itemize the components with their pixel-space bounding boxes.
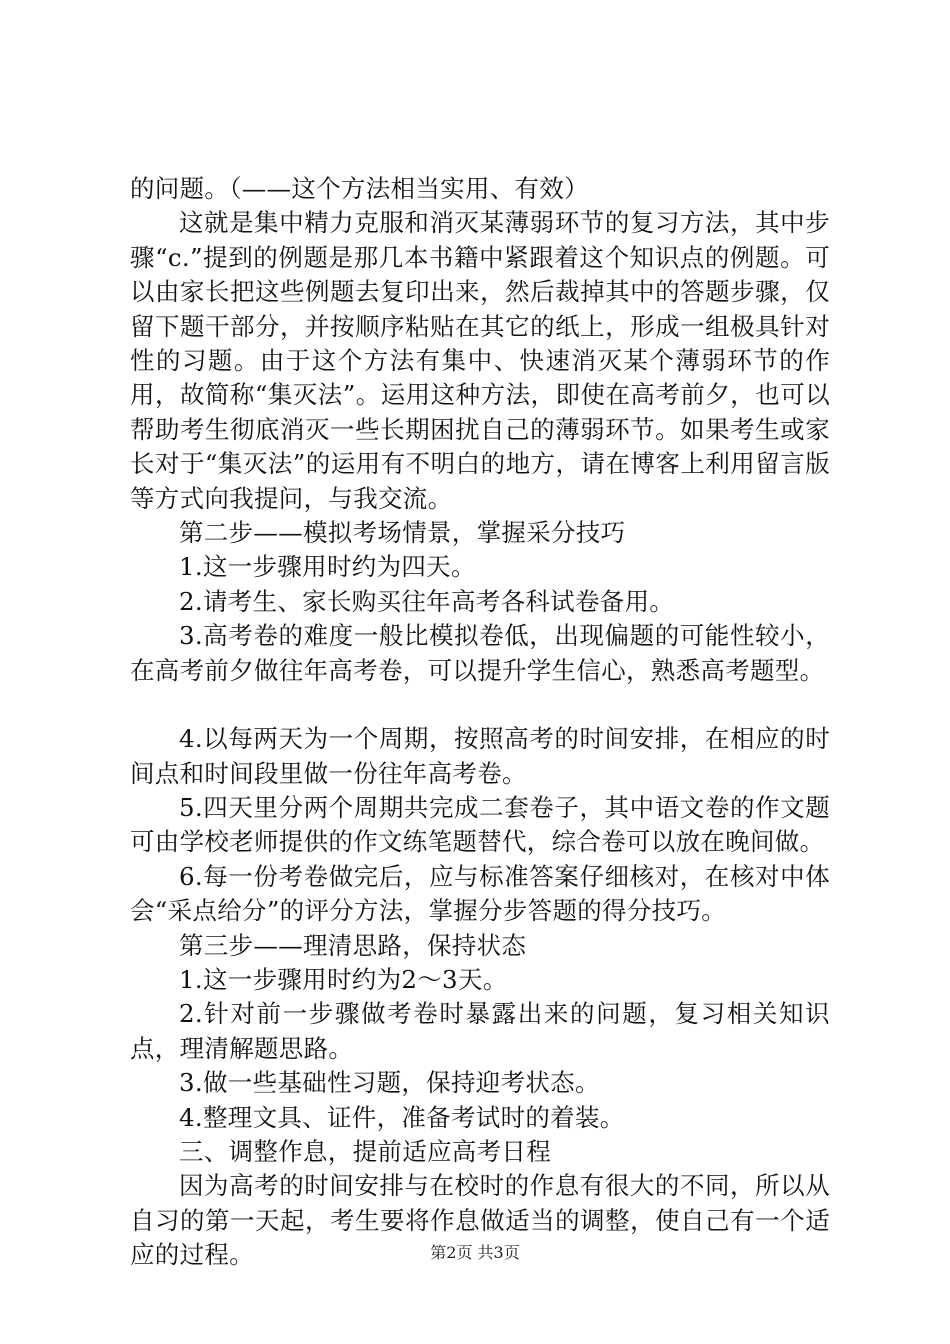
section-heading-step-3: 第三步——理清思路，保持状态 <box>179 930 527 960</box>
paragraph-gap <box>130 688 830 722</box>
paragraph-7: 5.四天里分两个周期共完成二套卷子，其中语文卷的作文题可由学校老师提供的作文练笔题替代，综合卷可以放在晚间做。 <box>130 792 830 857</box>
paragraph-10: 1.这一步骤用时约为2～3天。 <box>179 964 508 994</box>
paragraph-8: 6.每一份考卷做完后，应与标准答案仔细核对，在核对中体会“采点给分”的评分方法，掌握分步答题的得分技巧。 <box>130 861 830 926</box>
page-footer: 第2页 共3页 <box>430 1243 520 1262</box>
section-heading-step-2: 第二步——模拟考场情景，掌握采分技巧 <box>179 518 626 548</box>
paragraph-6: 4.以每两天为一个周期，按照高考的时间安排，在相应的时间点和时间段里做一份往年高考卷。 <box>130 724 830 788</box>
paragraph-12: 3.做一些基础性习题，保持迎考状态。 <box>179 1068 600 1098</box>
paragraph-0: 的问题。（——这个方法相当实用、有效） <box>130 174 589 203</box>
document-body <box>130 172 830 1273</box>
paragraph-5: 3.高考卷的难度一般比模拟卷低，出现偏题的可能性较小，在高考前夕做往年高考卷，可以提升学生信心，熟悉高考题型。 <box>130 621 830 685</box>
paragraph-3: 1.这一步骤用时约为四天。 <box>179 552 476 582</box>
paragraph-13: 4.整理文具、证件，准备考试时的着装。 <box>179 1102 625 1132</box>
paragraph-1: 这就是集中精力克服和消灭某薄弱环节的复习方法，其中步骤“c.”提到的例题是那几本书籍中紧跟着这个知识点的例题。可以由家长把这些例题去复印出来，然后裁掉其中的答题步骤，仅留下题干部分，并按顺序粘贴在其它的纸上，形成一组极具针对性的习题。由于这个方法有集中、快速消灭某个薄弱环节的作用，故简称“集灭法”。运用这种方法，即使在高考前夕，也可以帮助考生彻底消灭一些长期困扰自己的薄弱环节。如果考生或家长对于“集灭法”的运用有不明白的地方，请在博客上利用留言版等方式向我提问，与我交流。 <box>130 208 830 513</box>
paragraph-15: 因为高考的时间安排与在校时的作息有很大的不同，所以从自习的第一天起，考生要将作息做适当的调整，使自己有一个适应的过程。 <box>130 1171 830 1270</box>
section-heading-part-3: 三、调整作息，提前适应高考日程 <box>179 1136 551 1166</box>
paragraph-11: 2.针对前一步骤做考卷时暴露出来的问题，复习相关知识点，理清解题思路。 <box>130 999 830 1063</box>
paragraph-4: 2.请考生、家长购买往年高考各科试卷备用。 <box>179 586 675 616</box>
